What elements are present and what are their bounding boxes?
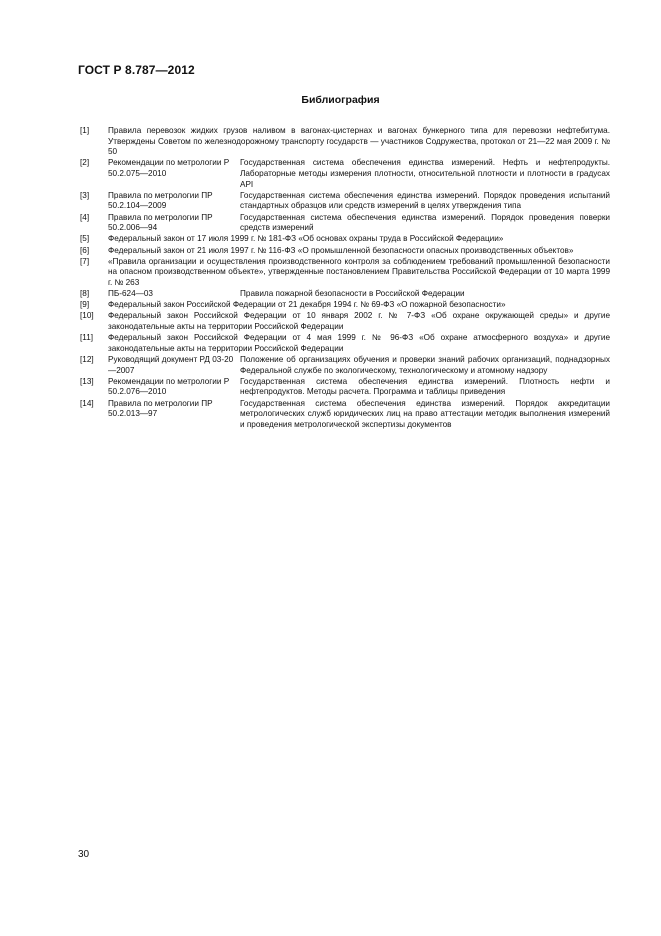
entry-number: [4] [80, 212, 90, 222]
entry-document-title: Государственная система обеспечения единства измерений. Порядок проведения поверки средств измерений [240, 212, 610, 233]
entry-text: Правила перевозок жидких грузов наливом в вагонах-цистернах и вагонах бункерного типа для перевозки нефтебитума. Утверждены Советом по железнодорожному транспорту государств — участников Содружества, протокол от 21—22 мая 2009 г. № 50 [108, 126, 610, 157]
entry-text: Федеральный закон от 21 июля 1997 г. № 116-ФЗ «О промышленной безопасности опасных производственных объектов» [108, 245, 574, 255]
bibliography-entry [80, 289, 610, 300]
entry-number: [11] [80, 333, 94, 343]
entry-document-designation: ПБ-624—03 [108, 289, 153, 299]
bibliography-entry [80, 333, 610, 354]
bibliography-entry [80, 311, 610, 332]
bibliography-entry [80, 191, 610, 212]
bibliography-entry [80, 234, 610, 245]
section-title: Библиография [301, 94, 380, 106]
bibliography-entry [80, 355, 610, 376]
entry-text: «Правила организации и осуществления производственного контроля за соблюдением требований промышленной безопасности на опасном производственном объекте», утвержденные постановлением Правительства Российской Федерации от 10 марта 1999 г. № 263 [108, 256, 610, 287]
entry-number: [12] [80, 355, 94, 364]
entry-text: Федеральный закон Российской Федерации от 21 декабря 1994 г. № 69-ФЗ «О пожарной безопасности» [108, 300, 506, 310]
entry-document-designation: Правила по метрологии ПР 50.2.104—2009 [108, 190, 213, 211]
entry-number: [10] [80, 311, 94, 321]
bibliography-entry [80, 300, 610, 311]
entry-document-designation: Рекомендации по метрологии Р 50.2.075—2010 [108, 158, 230, 178]
entry-document-title: Государственная система обеспечения единства измерений. Плотность нефти и нефтепродуктов. Методы расчета. Программа и таблицы приведения [240, 376, 610, 397]
bibliography-entry [80, 246, 610, 257]
entry-number: [14] [80, 398, 94, 408]
entry-text: Федеральный закон от 17 июля 1999 г. № 181-ФЗ «Об основах охраны труда в Российской Федерации» [108, 234, 504, 244]
entry-number: [7] [80, 256, 90, 266]
entry-number: [8] [80, 289, 90, 299]
bibliography-entry [80, 158, 610, 190]
bibliography-entry [80, 213, 610, 234]
entry-document-title: Положение об организациях обучения и проверки знаний рабочих организаций, поднадзорных Федеральной службе по экологическому, технологическому и атомному надзору [240, 355, 610, 375]
entry-number: [13] [80, 376, 94, 386]
entry-text: Федеральный закон Российской Федерации от 4 мая 1999 г. № 96-ФЗ «Об охране атмосферного воздуха» и другие законодательные акты на территории Российской Федерации [108, 333, 610, 353]
bibliography-entry [80, 399, 610, 431]
entry-number: [2] [80, 158, 90, 168]
entry-number: [5] [80, 234, 90, 244]
entry-document-designation: Рекомендации по метрологии Р 50.2.076—2010 [108, 376, 230, 397]
entry-number: [6] [80, 245, 90, 255]
entry-text: Федеральный закон Российской Федерации от 10 января 2002 г. № 7-ФЗ «Об охране окружающей среды» и другие законодательные акты на территории Российской Федерации [108, 311, 610, 332]
entry-document-designation: Руководящий документ РД 03-20—2007 [108, 355, 234, 375]
bibliography-entry [80, 377, 610, 398]
entry-document-designation: Правила по метрологии ПР 50.2.013—97 [108, 398, 213, 419]
bibliography-entry [80, 257, 610, 289]
entry-number: [3] [80, 190, 90, 200]
page-number: 30 [78, 849, 90, 860]
document-header: ГОСТ Р 8.787—2012 [78, 63, 195, 77]
entry-document-title: Государственная система обеспечения единства измерений. Порядок проведения испытаний стандартных образцов или средств измерений в целях утверждения типа [240, 190, 610, 211]
entry-document-title: Правила пожарной безопасности в Российской Федерации [240, 289, 465, 299]
entry-document-designation: Правила по метрологии ПР 50.2.006—94 [108, 212, 213, 233]
entry-number: [9] [80, 300, 90, 310]
entry-number: [1] [80, 126, 90, 135]
bibliography-entry [80, 126, 610, 158]
entry-document-title: Государственная система обеспечения единства измерений. Порядок аккредитации метрологических служб юридических лиц на право аттестации методик выполнения измерений и проведения метрологической экспертизы документов [240, 398, 610, 429]
entry-document-title: Государственная система обеспечения единства измерений. Нефть и нефтепродукты. Лабораторные методы измерения плотности, относительной плотности и плотности в градусах API [240, 158, 610, 189]
bibliography-list [80, 126, 610, 431]
